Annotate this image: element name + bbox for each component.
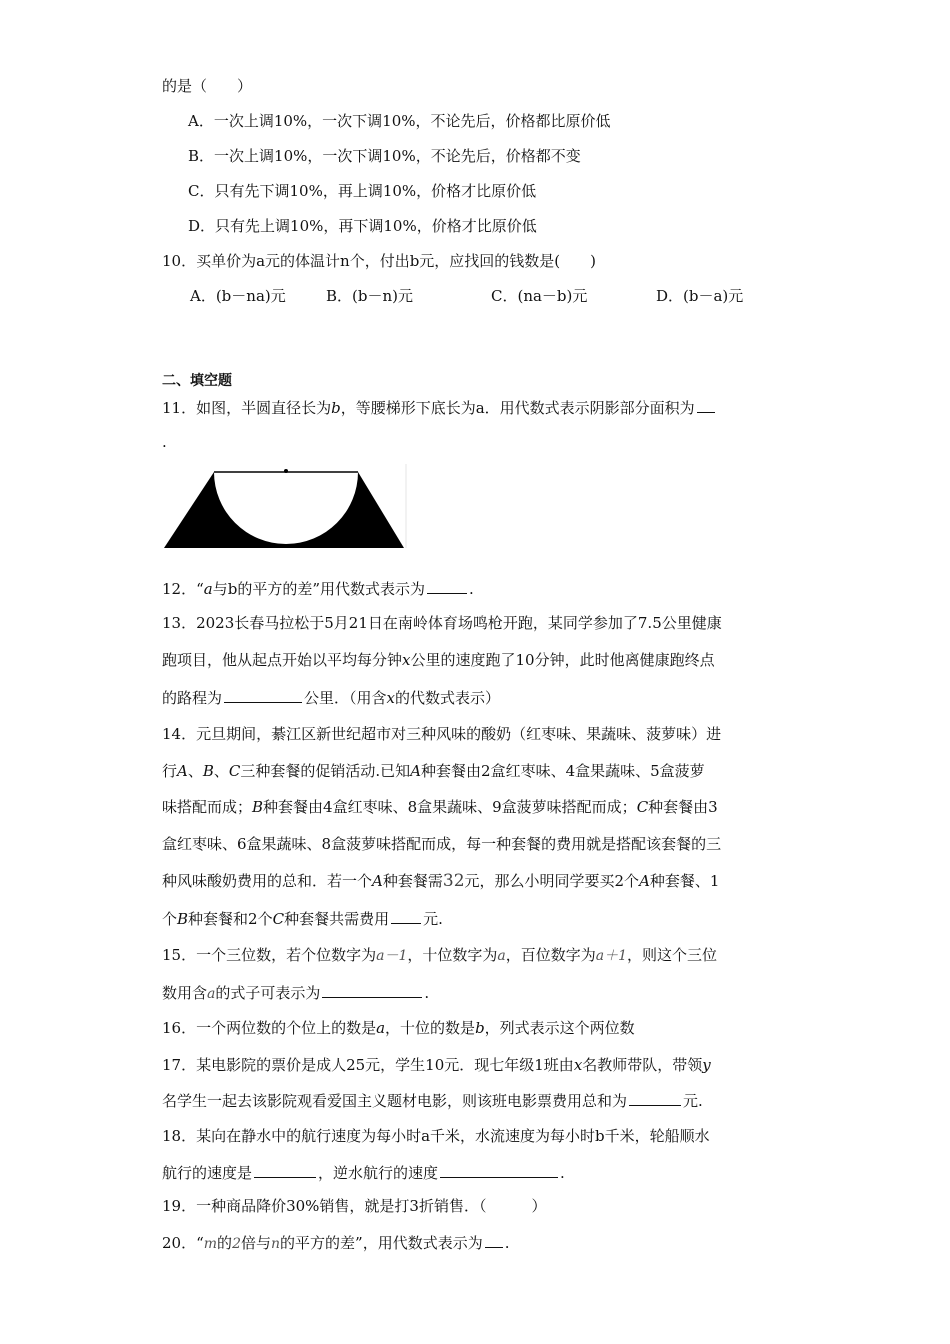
q11-tail: . xyxy=(162,433,167,451)
q20-stem: 20．“m的2倍与n的平方的差”，用代数式表示为 . xyxy=(162,1234,510,1252)
q14-line-4: 盒红枣味、6盒果蔬味、8盒菠萝味搭配而成，每一种套餐的费用就是搭配该套餐的三 xyxy=(162,835,722,853)
q9-option-b: B．一次上调10%，一次下调10%，不论先后，价格都不变 xyxy=(188,147,581,165)
q9-option-a: A．一次上调10%，一次下调10%，不论先后，价格都比原价低 xyxy=(188,112,611,130)
q18-line-2: 航行的速度是 ，逆水航行的速度 . xyxy=(162,1164,565,1182)
q12-answer-blank[interactable] xyxy=(427,578,467,594)
q20-answer-blank[interactable] xyxy=(485,1232,503,1248)
q10-option-b: B．(b－n)元 xyxy=(326,287,413,305)
q14-line-2: 行A、B、C三种套餐的促销活动.已知A种套餐由2盒红枣味、4盒果蔬味、5盒菠萝 xyxy=(162,762,705,780)
q13-line-3: 的路程为 公里．（用含x的代数式表示） xyxy=(162,689,501,707)
q13-answer-blank[interactable] xyxy=(224,687,302,703)
q15-answer-blank[interactable] xyxy=(322,982,422,998)
q11-stem: 11．如图，半圆直径长为b，等腰梯形下底长为a．用代数式表示阴影部分面积为 xyxy=(162,397,717,418)
q18-downstream-blank[interactable] xyxy=(254,1162,316,1178)
q9-option-c: C．只有先下调10%，再上调10%，价格才比原价低 xyxy=(188,182,537,200)
q14-answer-blank[interactable] xyxy=(391,908,421,924)
q10-option-a: A．(b－na)元 xyxy=(190,287,286,305)
q13-line-1: 13．2023长春马拉松于5月21日在南岭体育场鸣枪开跑，某同学参加了7.5公里健康 xyxy=(162,614,722,632)
q9-option-d: D．只有先上调10%，再下调10%，价格才比原价低 xyxy=(188,217,537,235)
q17-answer-blank[interactable] xyxy=(629,1090,681,1106)
q10-option-d: D．(b－a)元 xyxy=(656,287,744,305)
q18-line-1: 18．某向在静水中的航行速度为每小时a千米，水流速度为每小时b千米，轮船顺水 xyxy=(162,1127,710,1145)
q14-line-3: 味搭配而成；B种套餐由4盒红枣味、8盒果蔬味、9盒菠萝味搭配而成；C种套餐由3 xyxy=(162,798,718,816)
q14-line-5: 种风味酸奶费用的总和．若一个A种套餐需32元，那么小明同学要买2个A种套餐、1 xyxy=(162,871,720,891)
q11-answer-blank[interactable] xyxy=(697,397,715,413)
trapezoid-semicircle-figure xyxy=(162,462,408,552)
q10-stem: 10．买单价为a元的体温计n个，付出b元，应找回的钱数是( ) xyxy=(162,252,596,270)
q9-stem-tail: 的是（ ） xyxy=(162,77,253,95)
q12-stem: 12．“a与b的平方的差”用代数式表示为 . xyxy=(162,580,474,598)
q18-upstream-blank[interactable] xyxy=(440,1162,558,1178)
q17-line-1: 17．某电影院的票价是成人25元，学生10元．现七年级1班由x名教师带队，带领y xyxy=(162,1056,711,1074)
q19-stem: 19．一种商品降价30%销售，就是打3折销售．（ ） xyxy=(162,1197,547,1215)
q16-stem: 16．一个两位数的个位上的数是a，十位的数是b，列式表示这个两位数 xyxy=(162,1019,635,1037)
q13-line-2: 跑项目，他从起点开始以平均每分钟x公里的速度跑了10分钟，此时他离健康跑终点 xyxy=(162,651,715,669)
q14-line-1: 14．元旦期间，綦江区新世纪超市对三种风味的酸奶（红枣味、果蔬味、菠萝味）进 xyxy=(162,725,722,743)
q17-line-2: 名学生一起去该影院观看爱国主义题材电影，则该班电影票费用总和为 元. xyxy=(162,1092,703,1110)
q15-line-1: 15．一个三位数，若个位数字为a－1，十位数字为a，百位数字为a＋1，则这个三位 xyxy=(162,946,718,964)
q10-option-c: C．(na－b)元 xyxy=(491,287,588,305)
q15-line-2: 数用含a的式子可表示为 . xyxy=(162,984,430,1002)
q14-line-6: 个B种套餐和2个C种套餐共需费用 元. xyxy=(162,910,443,928)
section-heading-fill-in: 二、填空题 xyxy=(162,373,232,389)
